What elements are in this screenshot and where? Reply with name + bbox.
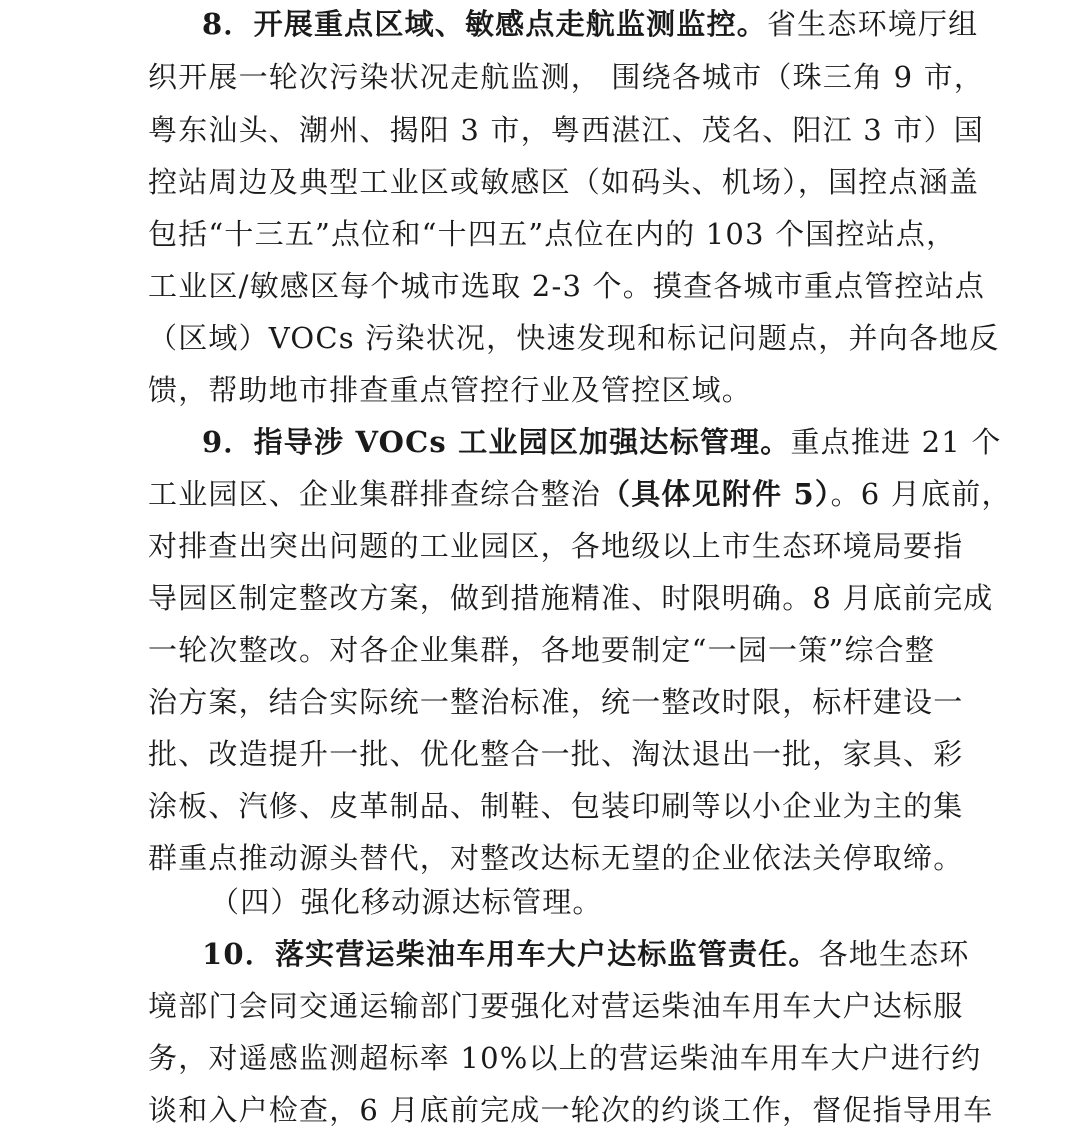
item9-line-3: 对排查出突出问题的工业园区，各地级以上市生态环境局要指 xyxy=(148,529,964,563)
item9-heading: 9．指导涉 VOCs 工业园区加强达标管理。 xyxy=(202,425,791,459)
item10-line-2: 境部门会同交通运输部门要强化对营运柴油车用车大户达标服 xyxy=(148,989,964,1023)
item9-line-2-head: 工业园区、企业集群排查综合整治 xyxy=(148,477,602,511)
item10-line-3: 务，对遥感监测超标率 10%以上的营运柴油车用车大户进行约 xyxy=(148,1041,982,1075)
item9-text: 重点推进 21 个 xyxy=(790,425,1002,459)
item8-line-2: 织开展一轮次污染状况走航监测， 围绕各城市（珠三角 9 市， xyxy=(148,60,985,94)
item8-text: 省生态环境厅组 xyxy=(766,7,979,41)
item8-line-5: 包括“十三五”点位和“十四五”点位在内的 103 个国控站点， xyxy=(148,217,957,251)
item8-line-6: 工业区/敏感区每个城市选取 2-3 个。摸查各城市重点管控站点 xyxy=(148,269,986,303)
item8-line-4: 控站周边及典型工业区或敏感区（如码头、机场），国控点涵盖 xyxy=(148,165,980,199)
item10-line-4: 谈和入户检查，6 月底前完成一轮次的约谈工作，督促指导用车 xyxy=(148,1093,994,1127)
subheading-section-4: （四）强化移动源达标管理。 xyxy=(210,885,603,919)
item9-line-1 xyxy=(202,422,1002,462)
item9-line-9: 群重点推动源头替代，对整改达标无望的企业依法关停取缔。 xyxy=(148,841,964,875)
item9-line-5: 一轮次整改。对各企业集群，各地要制定“一园一策”综合整 xyxy=(148,633,936,667)
item9-line-8: 涂板、汽修、皮革制品、制鞋、包装印刷等以小企业为主的集 xyxy=(148,789,964,823)
item8-heading: 8．开展重点区域、敏感点走航监测监控。 xyxy=(202,7,767,41)
item9-line-7: 批、改造提升一批、优化整合一批、淘汰退出一批，家具、彩 xyxy=(148,737,964,771)
item9-line-6: 治方案，结合实际统一整治标准，统一整改时限，标杆建设一 xyxy=(148,685,964,719)
item10-line-1 xyxy=(202,934,970,974)
item9-line-2-tail: 。6 月底前， xyxy=(830,477,1012,511)
item9-line-2 xyxy=(148,474,1012,514)
item9-line-4: 导园区制定整改方案，做到措施精准、时限明确。8 月底前完成 xyxy=(148,581,994,615)
item8-line-3: 粤东汕头、潮州、揭阳 3 市，粤西湛江、茂名、阳江 3 市）国 xyxy=(148,113,984,147)
item8-line-1 xyxy=(202,4,979,44)
item8-line-7: （区域）VOCs 污染状况，快速发现和标记问题点，并向各地反 xyxy=(148,321,1000,355)
item8-line-8: 馈，帮助地市排查重点管控行业及管控区域。 xyxy=(148,373,753,407)
item9-attachment-ref: （具体见附件 5） xyxy=(601,477,831,511)
item10-text: 各地生态环 xyxy=(818,937,970,971)
item10-heading: 10．落实营运柴油车用车大户达标监管责任。 xyxy=(202,937,819,971)
